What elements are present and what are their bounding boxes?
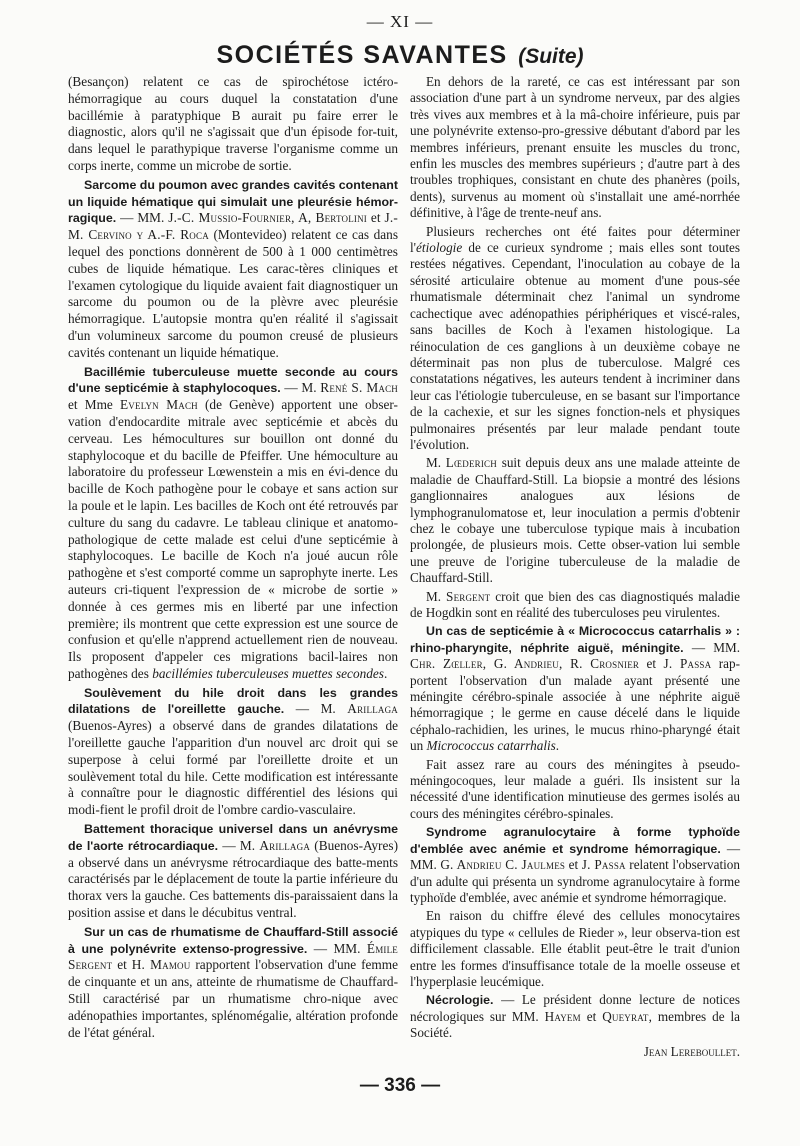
text-run: — Le président donne lecture de notices nécrologiques sur MM. [410,992,740,1024]
author-names: Lœderich [445,455,497,471]
text-run: rap-portent l'observation d'un malade ayant présenté une méningite cérébro-spinale associée à une néphrite aiguë hémorragique ; le germe en cause décelé dans le liquide céphalo-rachidien, les urines, le mucus rhino-pharyngé était un [410,656,740,754]
text-run: de ce curieux syndrome ; mais elles sont toutes restées négatives. Cependant, l'inoculation au cobaye de la sérosité articulaire obtenue au moment d'une pous-sée rhumatismale déterminait chez l'animal un syndrome cachectique avec adénopathies périphériques et viscé-rales, sans bacilles de Koch à l'examen histologique. La réinoculation de ces ganglions à un deuxième cobaye ne déterminait pas non plus de tuberculose. Malgré ces constatations négatives, les auteurs tendent à incriminer dans leur cas l'étiologie tuberculeuse, en se basant sur l'importance de la cachexie, et sur les signes fonction-nels et physiques pulmonaires présentés par leur malade pendant toute l'évolution. [410,240,740,452]
author-names: Chr. Zœller, G. Andrieu, R. Crosnier [410,656,640,672]
text-run: et [565,857,582,873]
author-names: Émile Sergent [68,940,398,973]
text-run: — MM. [307,940,367,956]
signature: Jean Lereboullet. [643,1043,740,1059]
text-run: — MM. [116,210,169,226]
author-names: Sergent [446,588,491,604]
paragraph [410,455,740,586]
author-names: H. Mamou [131,957,191,973]
italic-term: bacillémies tuberculeuses muettes secondes [152,665,384,681]
text-run: M. [426,455,446,471]
paragraph [410,224,740,454]
author-names: Arillaga [347,701,398,717]
text-run: et [367,210,385,226]
article-rubric: Nécrologie. [426,993,494,1008]
text-run: et [112,957,132,973]
italic-term: Micrococcus catarrhalis [426,738,556,754]
paragraph: Fait assez rare au cours des méningites à pseudo-méningocoques, leur malade a guéri. Ils insistent sur la nécessité d'une identification minutieuse des germes isolés au cours des méningites cérébro-spinales. [410,756,740,821]
left-column [68,74,398,1041]
text-run: M. [426,588,447,604]
article-rubric: Soulèvement du hile droit dans les grandes dilatations de l'oreillette gauche. [68,685,398,717]
paragraph [68,821,398,922]
paragraph: En dehors de la rareté, ce cas est intéressant par son association d'une part à un syndrome nerveux, par des algies très vives aux membres et à la mâ-choire inférieure, puis par une polynévrite extenso-pro-gressive débutant d'abord par les membres inférieurs, prenant ensuite les muscles du tronc, enfin les muscles des membres supérieurs ; d'autre part à des troubles trophiques, consistant en chute des phanères (poils, dents), survenus au moment où s'installait une amé-norrhée définitive, à l'âge de trente-neuf ans. [410,74,740,221]
text-run: et [580,1008,603,1024]
text-run: (Buenos-Ayres) a observé dans un anévrysme rétrocardiaque des batte-ments caractérisés par le déplacement de toute la partie inférieure du thorax vers la gauche. Ces battements dis-paraissaient dans la position assise et dans le décubitus ventral. [68,837,398,921]
text-run: — MM. [683,639,740,655]
page-number: — 336 — [359,1075,441,1096]
author-names: J.-C. Mussio-Fournier, A, Bertolini [168,210,367,226]
paragraph: En raison du chiffre élevé des cellules monocytaires atypiques du type « cellules de Rieder », leur observa-tion est difficilement classable. Elle établit peut-être le trait d'union entre les formes d'insuffisance totale de la moelle osseuse et l'hyperplasie leucémique. [410,908,740,989]
paragraph [68,364,398,683]
right-column [410,74,740,1060]
author-names: G. Andrieu C. Jaulmes [440,857,566,873]
article-rubric: Syndrome agranulocytaire à forme typhoïde d'emblée avec anémie et syndrome hémorragique. [410,825,740,856]
author-names: Hayem [544,1008,581,1024]
author-names: J. Passa [663,656,712,672]
text-run: Plusieurs recherches ont été faites pour déterminer l' [410,223,740,256]
text-run: , membres de la Société. [410,1008,740,1041]
author-names: J. Passa [581,857,626,873]
text-run: relatent l'observation d'un adulte qui présenta un syndrome agranulocytaire à forme typhoïde d'emblée, avec anémie et syndrome hémorragique. [410,857,740,905]
paragraph [68,177,398,362]
paragraph [410,589,740,622]
roman-folio: — XI — [366,12,434,31]
author-names: René S. Mach [320,380,398,396]
article-rubric: Bacillémie tuberculeuse muette seconde au cours d'une septicémie à staphylocoques. [68,364,398,396]
paragraph [68,685,398,819]
author-names: J.-M. Cervino y A.-F. Roca [68,210,398,243]
text-run: — MM. [410,840,741,873]
text-run: — M. [218,837,260,853]
text-run: (de Genève) apportent une obser-vation d'endocardite mitrale avec septicémie et abcès du cerveau. Les hémocultures sur bouillon ont donné du staphylocoque et du bacille de Pfeiffer. Une hémoculture au laboratoire du professeur Lœwenstein a mis en évi-dence du bacille de Koch pathogène pour le cobaye et sans action sur la poule et le lapin. Les bacilles de Koch ont été retrouvés par culture du sang du cadavre. Le tableau clinique et anatomo-pathologique de cette malade est celui d'une septicémie à staphylocoques. Le bacille de Koch n'a joué aucun rôle pathogène et s'est comporté comme un saprophyte inerte. Les auteurs cri-tiquent l'expression de « microbe de sortie » donnée à ces germes mis en liberté par une infection première; ils montrent que cette expression est une source de confusion et qu'elle n'apprend actuellement rien de nouveau. Ils proposent d'appeler ces migrations bacil-laires non pathogènes des [68,397,398,681]
text-run: et Mme [68,397,120,413]
paragraph [68,924,398,1042]
article-rubric: Sur un cas de rhumatisme de Chauffard-Still associé à une polynévrite extenso-progressive. [68,924,398,956]
text-run: et [639,656,664,672]
paragraph [410,824,740,906]
text-run: — M. [280,380,321,396]
section-title: SOCIÉTÉS SAVANTES [216,41,508,69]
text-run: rapportent l'observation d'une femme de cinquante et un ans, atteinte de rhumatisme de Chauffard-Still caractérisé par un rhumatisme chro-nique avec adénopathies importantes, splénomégalie, altération profonde de l'état général. [68,957,398,1040]
article-rubric: Sarcome du poumon avec grandes cavités contenant un liquide hématique qui simulait une pleurésie hémor-ragique. [68,177,398,226]
author-names: Evelyn Mach [119,397,198,413]
text-run: suit depuis deux ans une malade atteinte de maladie de Chauffard-Still. La biopsie a montré des lésions ganglionnaires analogues aux lésions de lymphogranulomatose et, leur inoculation a permis d'obtenir chez le cobaye une tuberculose typique mais à incubation prolongée, de plusieurs mois. Cette obser-vation lui semble une preuve de l'origine tuberculeuse de la maladie de Chauffard-Still. [410,455,740,586]
section-suite: (Suite) [518,45,584,68]
article-rubric: Battement thoracique universel dans un anévrysme de l'aorte rétrocardiaque. [68,822,398,853]
italic-term: étiologie [416,240,463,256]
author-names: Queyrat [602,1008,649,1024]
section-heading [0,41,800,70]
paragraph: (Besançon) relatent ce cas de spirochétose ictéro-hémorragique au cours duquel la constatation d'une bacillémie à paratyphique B aurait pu faire errer le diagnostic, alors qu'il ne s'agissait que d'un épisode for-tuit, dans lequel le parathypique traverse l'organisme comme un corps inerte, comme un microbe de sortie. [68,74,398,173]
text-run: — M. [284,701,348,717]
text-run: . [383,665,388,681]
text-run: . [555,738,560,754]
text-run: croit que bien des cas diagnostiqués maladie de Hogdkin sont en réalité des tuberculoses peu virulentes. [410,588,740,620]
paragraph [410,623,740,754]
author-names: Arillaga [259,837,311,853]
paragraph [410,992,740,1041]
article-rubric: Un cas de septicémie à « Micrococcus catarrhalis » : rhino-pharyngite, néphrite aiguë, méningite. [410,624,740,655]
text-run: (Montevideo) relatent ce cas dans lequel des ponctions donnèrent de 500 à 1 000 centimètres cubes de liquide hématique. Les carac-tères cliniques et l'examen cytologique du liquide avaient fait diagnostiquer un sarcome du poumon ou de la plèvre avec pleurésie hémorragique. L'autopsie montra qu'en réalité il s'agissait d'un volumineux sarcome du poumon creusé de plusieurs cavités contenant un liquide hématique. [68,227,398,360]
text-run: (Buenos-Ayres) a observé dans de grandes dilatations de l'oreillette gauche l'apparition d'un nouvel arc droit qui se superpose à celui formé par l'oreillette droite et un soulèvement total du hile. Cette modification est intéressante à connaître pour le diagnostic différentiel des lésions qui modi-fient le profil droit de l'ombre cardio-vasculaire. [68,718,398,818]
